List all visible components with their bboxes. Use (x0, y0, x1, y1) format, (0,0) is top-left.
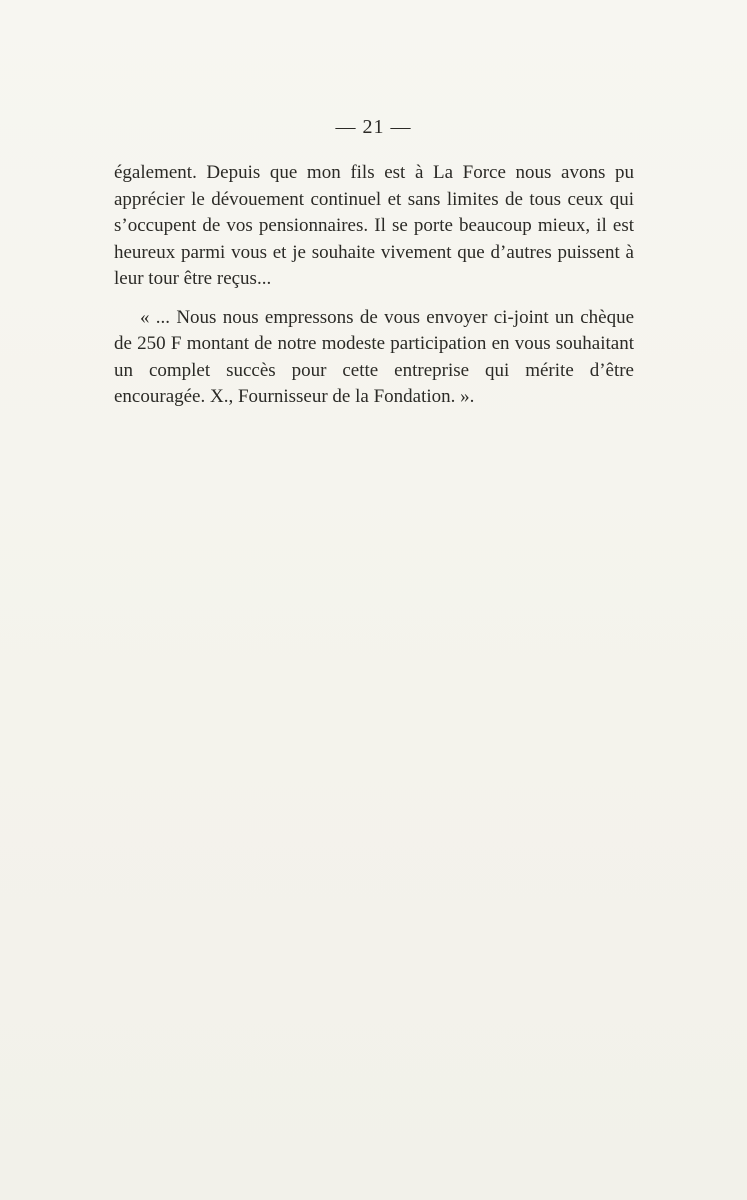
paragraph-2: « ... Nous nous empressons de vous envoyer ci-joint un chèque de 250 F montant de notre modeste participation en vous souhaitant un complet succès pour cette entreprise qui mérite d’être encouragée. X., Fournisseur de la Fondation. ». (114, 306, 634, 407)
page-number: — 21 — (335, 116, 412, 138)
paragraph-1: également. Depuis que mon fils est à La Force nous avons pu apprécier le dévouement continuel et sans limites de tous ceux qui s’occupent de vos pensionnaires. Il se porte beaucoup mieux, il est heureux parmi vous et je souhaite vivement que d’autres puissent à leur tour être reçus... (114, 162, 634, 289)
body-text (114, 160, 634, 411)
